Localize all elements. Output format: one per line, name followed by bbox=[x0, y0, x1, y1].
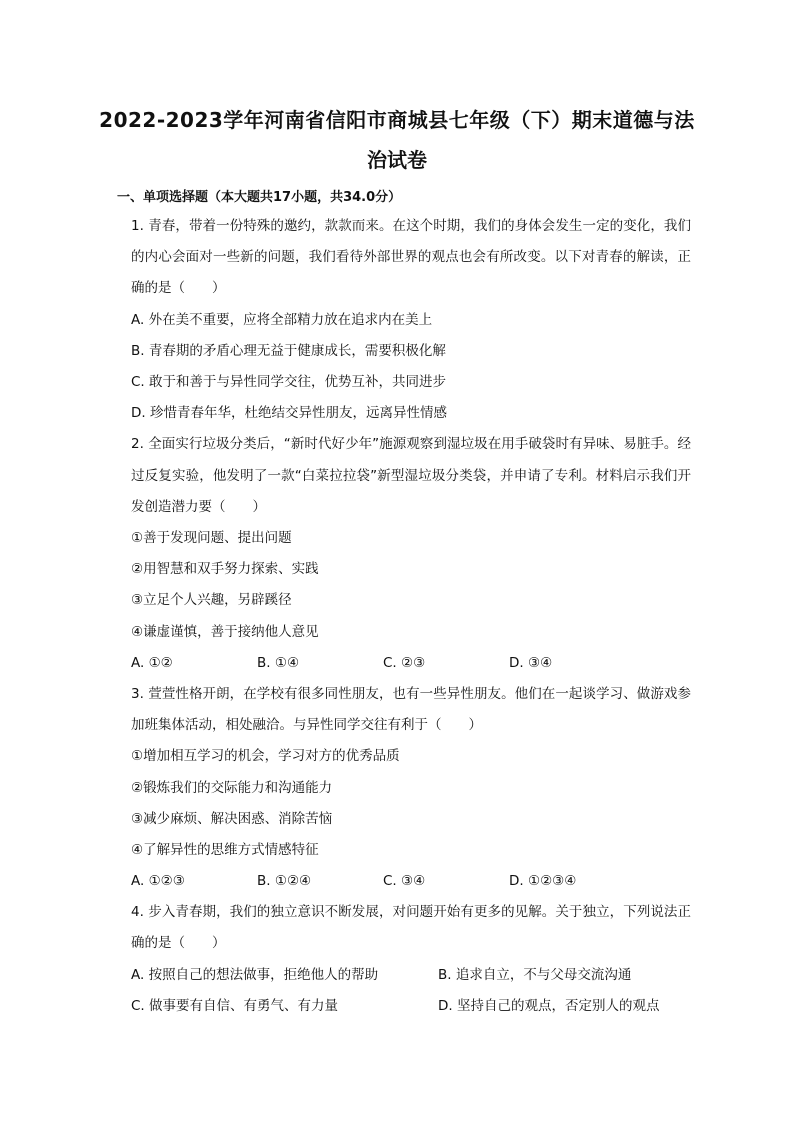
question-4-options-row-1 bbox=[131, 960, 691, 991]
question-3-option-c[interactable]: C. ③④ bbox=[383, 873, 426, 890]
question-3-stem: 3. 萱萱性格开朗，在学校有很多同性朋友，也有一些异性朋友。他们在一起谈学习、做游戏参加班集体活动，相处融洽。与异性同学交往有利于（ ） bbox=[131, 685, 691, 734]
question-3-option-b[interactable]: B. ①②④ bbox=[257, 873, 312, 890]
question-4-stem: 4. 步入青春期，我们的独立意识不断发展，对问题开始有更多的见解。关于独立，下列说法正确的是（ ） bbox=[131, 904, 691, 952]
question-4-option-b[interactable]: B. 追求自立，不与父母交流沟通 bbox=[438, 966, 632, 983]
question-2-option-d[interactable]: D. ③④ bbox=[509, 654, 553, 671]
question-2-option-b[interactable]: B. ①④ bbox=[257, 654, 300, 671]
question-3-item-4: ④了解异性的思维方式情感特征 bbox=[131, 841, 319, 858]
question-2-option-a[interactable]: A. ①② bbox=[131, 654, 173, 671]
question-1-stem: 1. 青春，带着一份特殊的邀约，款款而来。在这个时期，我们的身体会发生一定的变化，我们的内心会面对一些新的问题，我们看待外部世界的观点也会有所改变。以下对青春的解读，正确的是（ ） bbox=[131, 218, 691, 297]
question-1-option-b[interactable]: B. 青春期的矛盾心理无益于健康成长，需要积极化解 bbox=[131, 342, 446, 359]
question-2-item-3: ③立足个人兴趣，另辟蹊径 bbox=[131, 592, 292, 609]
question-2-item-2: ②用智慧和双手努力探索、实践 bbox=[131, 561, 319, 578]
question-4-option-c[interactable]: C. 做事要有自信、有勇气、有力量 bbox=[131, 997, 339, 1014]
title-line-2: 治试卷 bbox=[367, 148, 427, 172]
question-list bbox=[131, 211, 691, 1022]
question-3-options bbox=[131, 866, 691, 897]
question-3-item-2: ②锻炼我们的交际能力和沟通能力 bbox=[131, 779, 333, 796]
question-3-item-1: ①增加相互学习的机会，学习对方的优秀品质 bbox=[131, 748, 400, 765]
question-3-option-d[interactable]: D. ①②③④ bbox=[509, 873, 577, 890]
question-3-item-3: ③减少麻烦、解决困惑、消除苦恼 bbox=[131, 810, 333, 827]
question-4-option-a[interactable]: A. 按照自己的想法做事，拒绝他人的帮助 bbox=[131, 966, 379, 983]
question-2-item-4: ④谦虚谨慎，善于接纳他人意见 bbox=[131, 623, 319, 640]
question-4-option-d[interactable]: D. 坚持自己的观点，否定别人的观点 bbox=[438, 997, 660, 1014]
question-4-options-row-2 bbox=[131, 991, 691, 1022]
section-heading: 一、单项选择题（本大题共17小题，共34.0分） bbox=[117, 190, 402, 205]
question-2-item-1: ①善于发现问题、提出问题 bbox=[131, 529, 292, 546]
question-2-stem: 2. 全面实行垃圾分类后，“新时代好少年”施源观察到湿垃圾在用手破袋时有异味、易脏手。经过反复实验，他发明了一款“白菜拉拉袋”新型湿垃圾分类袋，并申请了专利。材料启示我们开发创造潜力要（ ） bbox=[131, 436, 691, 515]
question-1-option-a[interactable]: A. 外在美不重要，应将全部精力放在追求内在美上 bbox=[131, 311, 433, 328]
exam-title bbox=[90, 100, 704, 180]
question-2-options bbox=[131, 648, 691, 679]
title-line-1: 2022-2023学年河南省信阳市商城县七年级（下）期末道德与法 bbox=[99, 108, 695, 132]
question-1-option-d[interactable]: D. 珍惜青春年华，杜绝结交异性朋友，远离异性情感 bbox=[131, 405, 447, 422]
question-1-option-c[interactable]: C. 敢于和善于与异性同学交往，优势互补，共同进步 bbox=[131, 373, 447, 390]
question-2-option-c[interactable]: C. ②③ bbox=[383, 654, 426, 671]
question-3-option-a[interactable]: A. ①②③ bbox=[131, 873, 185, 890]
